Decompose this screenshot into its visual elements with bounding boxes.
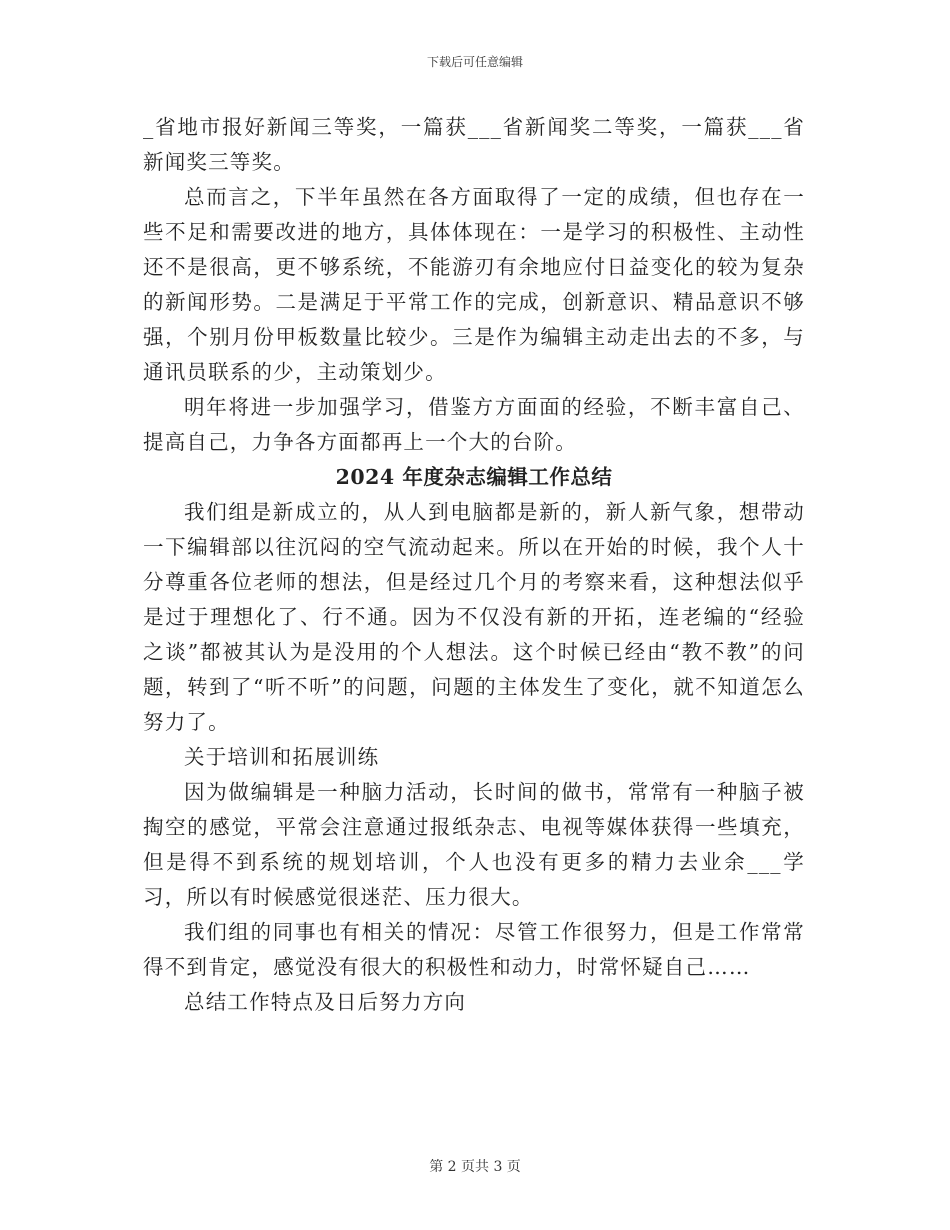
- paragraph-training: 因为做编辑是一种脑力活动，长时间的做书，常常有一种脑子被掏空的感觉，平常会注意通过报纸杂志、电视等媒体获得一些填充，但是得不到系统的规划培训，个人也没有更多的精力去业余___学习，所以有时候感觉很迷茫、压力很大。: [143, 780, 805, 909]
- subheading-training: 关于培训和拓展训练: [184, 745, 380, 769]
- page-footer: 第 2 页共 3 页: [429, 1159, 521, 1175]
- paragraph-new-team: 我们组是新成立的，从人到电脑都是新的，新人新气象，想带动一下编辑部以往沉闷的空气流动起来。所以在开始的时候，我个人十分尊重各位老师的想法，但是经过几个月的考察来看，这种想法似乎是过于理想化了、行不通。因为不仅没有新的开拓，连老编的“经验之谈”都被其认为是没用的个人想法。这个时候已经由“教不教”的问题，转到了“听不听”的问题，问题的主体发生了变化，就不知道怎么努力了。: [143, 500, 805, 734]
- page-header: 下载后可任意编辑: [426, 55, 523, 69]
- document-body: [143, 110, 805, 1020]
- paragraph-colleagues: 我们组的同事也有相关的情况：尽管工作很努力，但是工作常常得不到肯定，感觉没有很大的积极性和动力，时常怀疑自己……: [143, 920, 805, 979]
- paragraph-shortcomings: 总而言之，下半年虽然在各方面取得了一定的成绩，但也存在一些不足和需要改进的地方，具体体现在：一是学习的积极性、主动性还不是很高，更不够系统，不能游刃有余地应付日益变化的较为复杂的新闻形势。二是满足于平常工作的完成，创新意识、精品意识不够强，个别月份甲板数量比较少。三是作为编辑主动走出去的不多，与通讯员联系的少，主动策划少。: [143, 185, 805, 384]
- subheading-work-features: 总结工作特点及日后努力方向: [184, 990, 467, 1014]
- paragraph-next-year-plan: 明年将进一步加强学习，借鉴方方面面的经验，不断丰富自己、提高自己，力争各方面都再上一个大的台阶。: [143, 395, 805, 454]
- section-title: 2024 年度杂志编辑工作总结: [335, 465, 613, 489]
- paragraph-award-continuation: _省地市报好新闻三等奖，一篇获___省新闻奖二等奖，一篇获___省新闻奖三等奖。: [143, 115, 805, 174]
